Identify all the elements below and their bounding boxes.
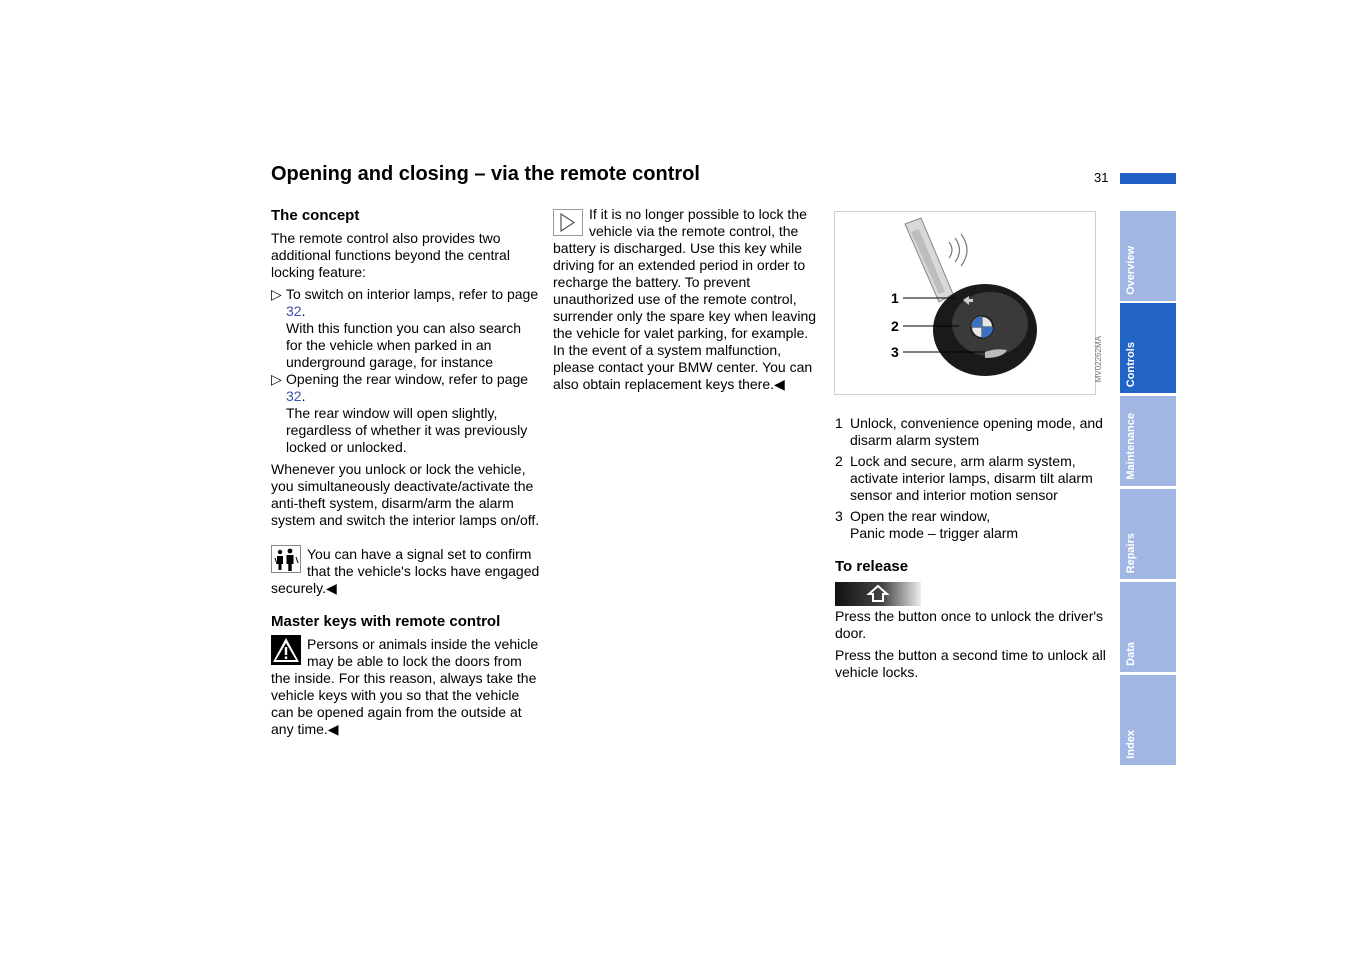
- page-link[interactable]: 32: [286, 388, 302, 404]
- release-heading: To release: [835, 558, 909, 575]
- bullet-extra: The rear window will open slightly, regardless of whether it was previously locked or unlocked.: [286, 405, 528, 455]
- bullet-marker: ▷: [271, 286, 282, 302]
- tab-maintenance[interactable]: [1120, 396, 1176, 486]
- battery-note-text: If it is no longer possible to lock the vehicle via the remote control, the battery is discharged. Use this key while driving for an extended period in order to recharge the battery. To prevent unauthorized use of the remote control, surrender only the spare key when leaving the vehicle for valet parking, for example.: [553, 206, 817, 341]
- list-item: [835, 415, 1107, 449]
- malfunction-paragraph: In the event of a system malfunction, please contact your BMW center. You can also obtain replacement keys there.◀: [553, 342, 813, 392]
- tab-repairs[interactable]: [1120, 489, 1176, 579]
- warning-note: [271, 636, 541, 738]
- tab-label: Data: [1125, 642, 1137, 666]
- unlock-button-icon: [835, 582, 921, 606]
- page-number: 31: [1094, 170, 1109, 185]
- bullet-text: Opening the rear window, refer to page: [286, 371, 529, 387]
- page-number-bar: [1120, 173, 1176, 184]
- signal-note-text: You can have a signal set to confirm that the vehicle's locks have engaged securely.◀: [271, 546, 540, 596]
- concept-heading: The concept: [271, 207, 360, 224]
- tab-index[interactable]: [1120, 675, 1176, 765]
- people-icon: [271, 545, 301, 573]
- signal-note: [271, 546, 541, 597]
- callout-3: 3: [891, 344, 899, 360]
- concept-intro: The remote control also provides two additional functions beyond the central locking feature:: [271, 230, 510, 280]
- column-left: [271, 206, 541, 738]
- tab-data[interactable]: [1120, 582, 1176, 672]
- warning-triangle-icon: [271, 635, 301, 665]
- tab-label: Repairs: [1125, 532, 1137, 573]
- battery-note: [553, 206, 821, 342]
- bullet-extra: With this function you can also search for the vehicle when parked in an underground garage, for instance: [286, 320, 522, 370]
- bullet-item: [271, 371, 541, 456]
- item-text: Open the rear window, Panic mode – trigger alarm: [850, 508, 1019, 541]
- item-number: 3: [835, 508, 843, 524]
- figure-code: MV02262MA: [1094, 336, 1103, 383]
- tab-label: Controls: [1125, 341, 1137, 387]
- note-arrow-icon: [553, 209, 583, 236]
- bullet-item: [271, 286, 541, 371]
- page-title: Opening and closing – via the remote control: [271, 163, 700, 185]
- item-text: Lock and secure, arm alarm system, activate interior lamps, disarm tilt alarm sensor and interior motion sensor: [850, 453, 1093, 503]
- tab-controls[interactable]: [1120, 303, 1176, 393]
- bullet-text: To switch on interior lamps, refer to page: [286, 286, 539, 302]
- item-number: 2: [835, 453, 843, 469]
- warning-text: Persons or animals inside the vehicle may be able to lock the doors from the inside. For this reason, always take the vehicle keys with you so that the vehicle can be opened again from the outside at any time.◀: [271, 636, 539, 737]
- callout-1: 1: [891, 290, 899, 306]
- tab-label: Maintenance: [1125, 413, 1137, 480]
- list-item: [835, 453, 1107, 504]
- bullet-marker: ▷: [271, 371, 282, 387]
- remote-key-figure: [834, 211, 1096, 395]
- tab-label: Overview: [1125, 246, 1137, 295]
- tab-label: Index: [1125, 730, 1137, 759]
- tab-overview[interactable]: [1120, 211, 1176, 301]
- release-paragraph-1: Press the button once to unlock the driver's door.: [835, 608, 1104, 641]
- whenever-paragraph: Whenever you unlock or lock the vehicle, you simultaneously deactivate/activate the anti-theft system, disarm/arm the alarm system and switch the interior lamps on/off.: [271, 461, 540, 528]
- bullet-tail: .: [301, 303, 306, 319]
- bullet-tail: .: [301, 388, 306, 404]
- page-link[interactable]: 32: [286, 303, 302, 319]
- item-text: Unlock, convenience opening mode, and disarm alarm system: [850, 415, 1103, 448]
- column-middle: [553, 206, 821, 393]
- master-keys-heading: Master keys with remote control: [271, 613, 501, 630]
- column-right: [835, 415, 1107, 681]
- item-number: 1: [835, 415, 843, 431]
- release-paragraph-2: Press the button a second time to unlock all vehicle locks.: [835, 647, 1106, 680]
- remote-key-illustration: [835, 212, 1095, 394]
- callout-2: 2: [891, 318, 899, 334]
- list-item: [835, 508, 1107, 542]
